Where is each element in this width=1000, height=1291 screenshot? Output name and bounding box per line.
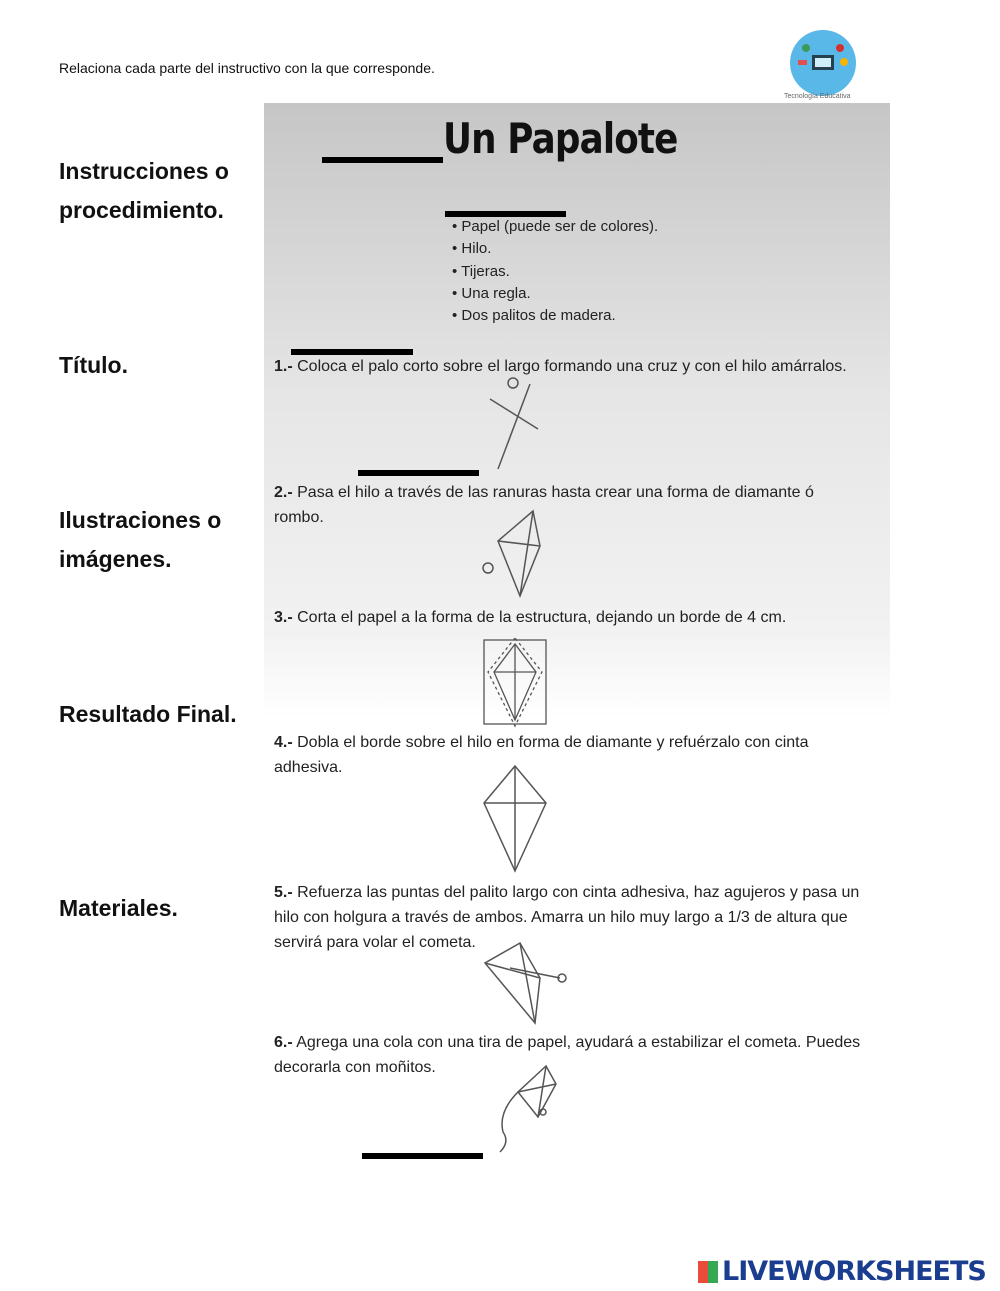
- drop-blank-4[interactable]: [358, 470, 479, 476]
- step-2: 2.- Pasa el hilo a través de las ranuras hasta crear una forma de diamante ó rombo.: [274, 484, 814, 526]
- drop-blank-1[interactable]: [322, 157, 443, 163]
- step-5: 5.- Refuerza las puntas del palito largo con cinta adhesiva, haz agujeros y pasa un hilo con holgura a través de ambos. Amarra un hilo muy largo a 1/3 de altura que servirá para volar el cometa.: [274, 884, 860, 951]
- material-item: • Papel (puede ser de colores).: [452, 216, 658, 238]
- liveworksheets-brand: LIVEWORKSHEETS: [698, 1256, 986, 1287]
- illustration-finished-kite: [488, 1062, 568, 1157]
- illustration-kite-with-string: [480, 938, 570, 1028]
- materials-list: [452, 216, 658, 327]
- drop-blank-5[interactable]: [362, 1153, 483, 1159]
- illustration-cross-sticks: [480, 374, 550, 474]
- material-item: • Tijeras.: [452, 261, 658, 283]
- step-1: 1.- Coloca el palo corto sobre el largo formando una cruz y con el hilo amárralos.: [274, 358, 847, 375]
- step-3: 3.- Corta el papel a la forma de la estructura, dejando un borde de 4 cm.: [274, 609, 787, 626]
- instruction-text: Relaciona cada parte del instructivo con la que corresponde.: [59, 60, 435, 76]
- answer-label-titulo[interactable]: Título.: [59, 352, 128, 378]
- tecnologia-educativa-logo: [788, 28, 858, 98]
- material-item: • Dos palitos de madera.: [452, 305, 658, 327]
- logo-caption: Tecnología Educativa: [784, 93, 851, 100]
- illustration-cut-paper: [480, 636, 550, 728]
- step-6: 6.- Agrega una cola con una tira de papel, ayudará a estabilizar el cometa. Puedes decorarla con moñitos.: [274, 1034, 861, 1076]
- answer-label-resultado[interactable]: Resultado Final.: [59, 701, 237, 727]
- step-4: 4.- Dobla el borde sobre el hilo en forma de diamante y refuérzalo con cinta adhesiva.: [274, 734, 809, 776]
- answer-label-ilustraciones[interactable]: Ilustraciones o imágenes.: [59, 507, 222, 572]
- material-item: • Hilo.: [452, 238, 658, 260]
- liveworksheets-logo-icon: [698, 1261, 718, 1283]
- sheet-title: Un Papalote: [443, 114, 678, 163]
- illustration-taped-kite: [480, 763, 550, 875]
- material-item: • Una regla.: [452, 283, 658, 305]
- answer-label-instrucciones[interactable]: Instrucciones o procedimiento.: [59, 158, 229, 223]
- answer-label-materiales[interactable]: Materiales.: [59, 895, 178, 921]
- illustration-diamond-frame: [478, 506, 558, 601]
